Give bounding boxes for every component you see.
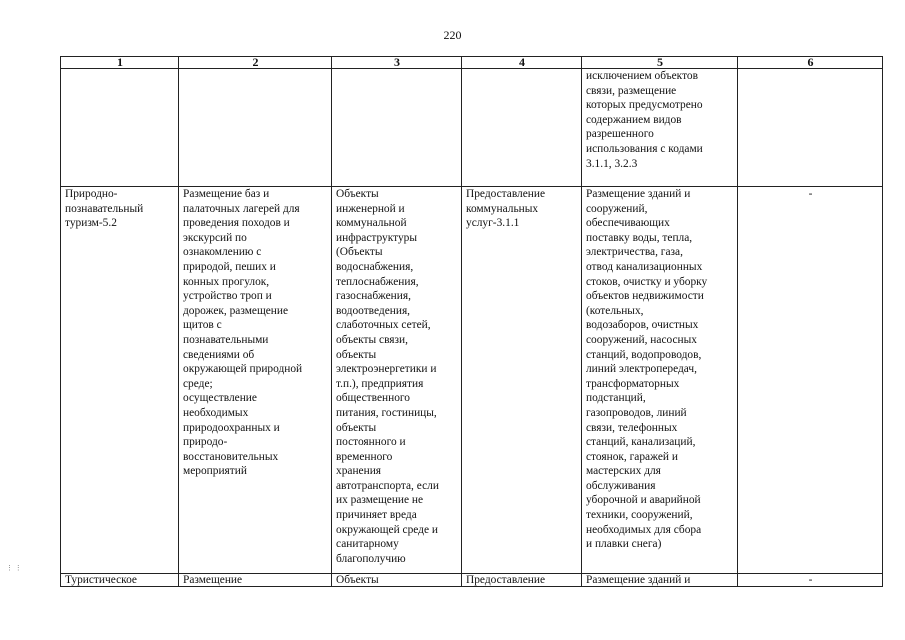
cell-notes: - [738, 574, 883, 587]
cell-auxiliary-objects: Объекты инженерной и коммунальной инфраструктуры (Объекты водоснабжения, теплоснабжения, газоснабжения, водоотведения, слаботочных сетей, объекты связи, объекты электроэнергетики и т.п.), предприятия общественного питания, гостиницы, объекты постоянного и временного хранения автотранспорта, если их размещение не причиняет вреда окружающей среде и санитарному благополучию [332, 187, 462, 574]
cell-auxiliary-objects [332, 69, 462, 187]
cell-notes: - [738, 187, 883, 574]
cell-code: Предоставление коммунальных услуг-3.1.1 [462, 187, 582, 574]
table-header [61, 57, 883, 69]
cell-type: Природно- познавательный туризм-5.2 [61, 187, 179, 574]
header-col-2: 2 [179, 57, 332, 69]
cell-notes [738, 69, 883, 187]
header-col-4: 4 [462, 57, 582, 69]
cell-description: Размещение баз и палаточных лагерей для проведения походов и экскурсий по ознакомлению с природой, пеших и конных прогулок, устройство троп и дорожек, размещение щитов с познавательными сведениями об окружающей природной среде; осуществление необходимых природоохранных и природо- восстановительных мероприятий [179, 187, 332, 574]
table-row [61, 187, 883, 574]
land-use-table [60, 56, 883, 587]
cell-description [179, 69, 332, 187]
cell-code: Предоставление [462, 574, 582, 587]
cell-code-description: Размещение зданий и сооружений, обеспечивающих поставку воды, тепла, электричества, газа, отвод канализационных стоков, очистку и уборку объектов недвижимости (котельных, водозаборов, очистных сооружений, насосных станций, водопроводов, линий электропередач, трансформаторных подстанций, газопроводов, линий связи, телефонных станций, канализаций, стоянок, гаражей и мастерских для обслуживания уборочной и аварийной техники, сооружений, необходимых для сбора и плавки снега) [582, 187, 738, 574]
cell-type: Туристическое [61, 574, 179, 587]
cell-auxiliary-objects: Объекты [332, 574, 462, 587]
cell-code-description: Размещение зданий и [582, 574, 738, 587]
header-row [61, 57, 883, 69]
page-number: 220 [443, 28, 462, 42]
header-col-1: 1 [61, 57, 179, 69]
header-col-6: 6 [738, 57, 883, 69]
cell-type [61, 69, 179, 187]
table-row [61, 69, 883, 187]
table-body [61, 69, 883, 587]
header-col-3: 3 [332, 57, 462, 69]
scan-margin-mark: ⋮ ⋮ [6, 564, 22, 572]
header-col-5: 5 [582, 57, 738, 69]
cell-code [462, 69, 582, 187]
cell-description: Размещение [179, 574, 332, 587]
table-row [61, 574, 883, 587]
cell-code-description: исключением объектов связи, размещение которых предусмотрено содержанием видов разрешенного использования с кодами 3.1.1, 3.2.3 [582, 69, 738, 187]
